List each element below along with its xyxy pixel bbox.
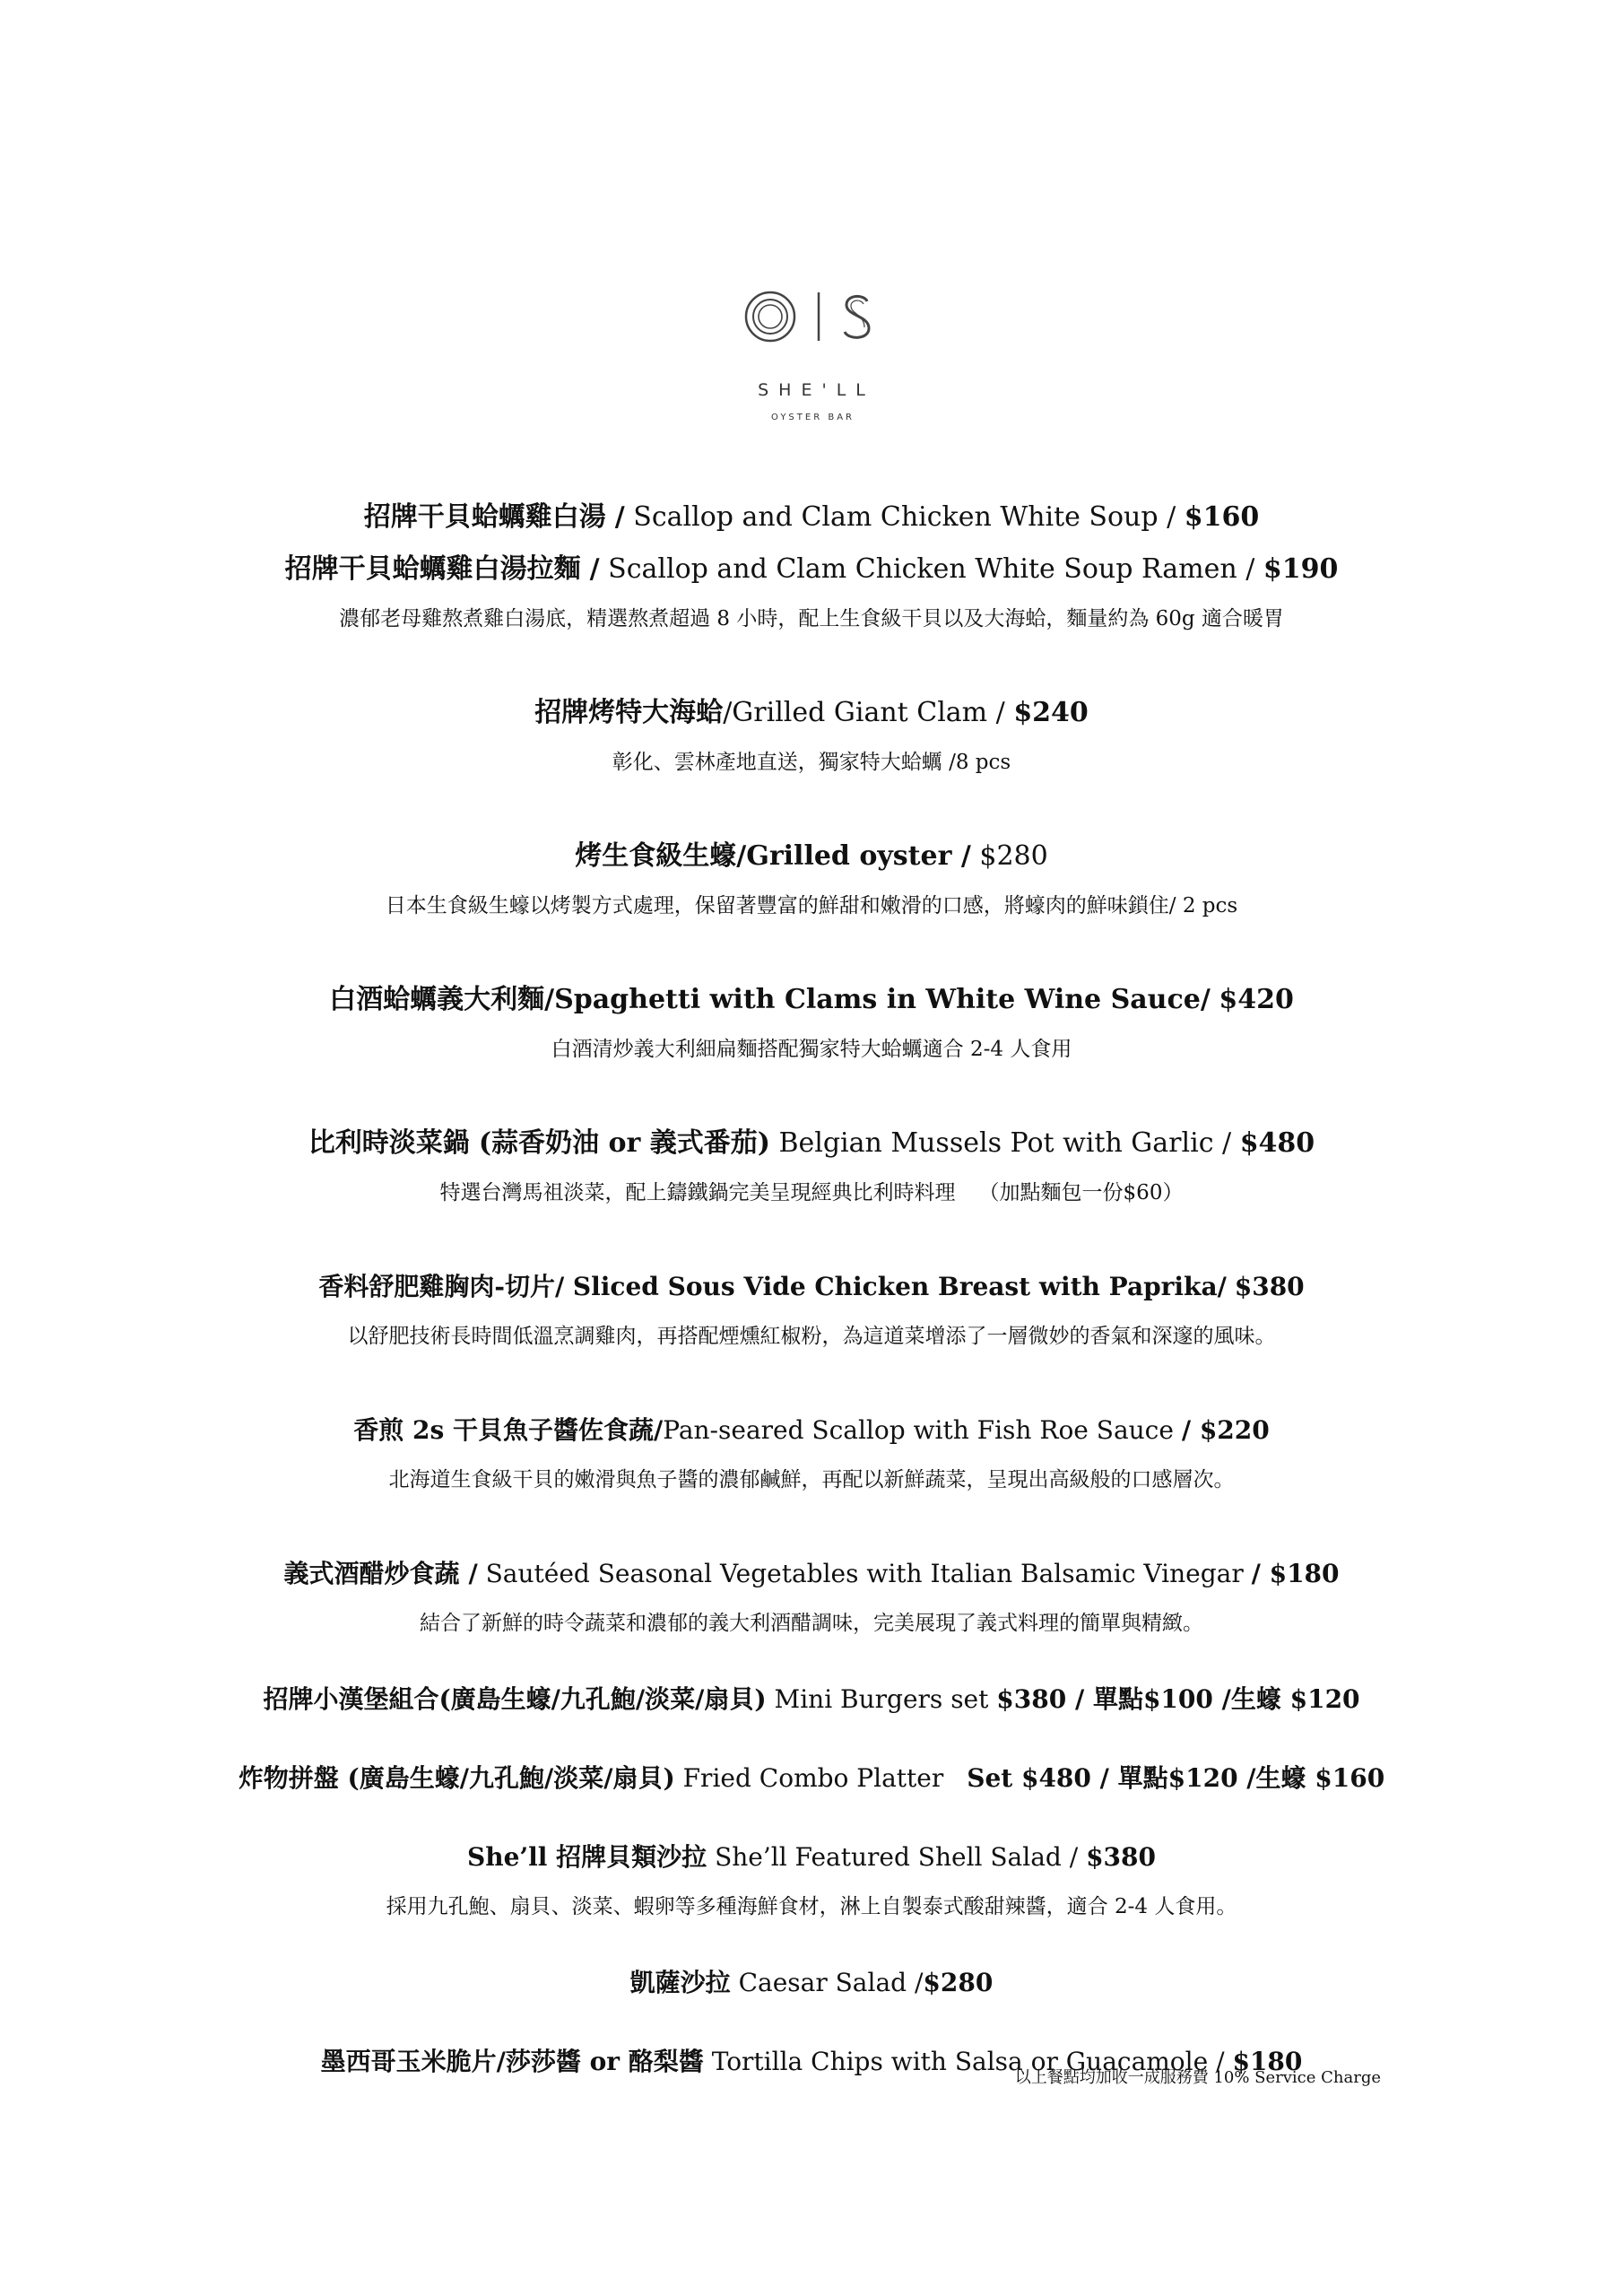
item-name: 招牌干貝蛤蠣雞白湯拉麵 <box>284 553 581 585</box>
item-title: 白酒蛤蠣義大利麵/Spaghetti with Clams in White Wine Sauce/ <box>329 984 1211 1015</box>
item-description: 濃郁老母雞熬煮雞白湯底，精選熬煮超過 8 小時，配上生食級干貝以及大海蛤，麵量約為 60g 適合暖胃 <box>339 607 1284 631</box>
item-price: $380 / 單點$100 /生蠔 $120 <box>996 1684 1360 1714</box>
item-price: Set $480 / 單點$120 /生蠔 $160 <box>967 1763 1385 1793</box>
item-title: 烤生食級生蠔/Grilled oyster / <box>575 840 971 872</box>
item-addon: （加點麵包一份$60） <box>978 1181 1184 1205</box>
item-name: 炸物拼盤 (廣島生蠔/九孔鮑/淡菜/扇貝) <box>238 1763 675 1793</box>
menu-item-fried <box>0 1752 1623 1805</box>
item-price: $380 <box>1234 1272 1305 1301</box>
item-name: 香煎 2s 干貝魚子醬佐食蔬/ <box>353 1415 664 1445</box>
item-english-name: Pan-seared Scallop with Fish Roe Sauce <box>663 1415 1174 1445</box>
brand-subtitle: OYSTER BAR <box>771 413 855 422</box>
menu-item-vegetables <box>0 1548 1623 1647</box>
item-name: 墨西哥玉米脆片/莎莎醬 or 酪梨醬 <box>320 2047 704 2076</box>
item-price: $280 <box>979 840 1048 872</box>
item-name: 比利時淡菜鍋 <box>308 1127 470 1159</box>
item-options: (蒜香奶油 or 義式番茄) <box>478 1127 770 1159</box>
menu-item-spaghetti <box>0 974 1623 1073</box>
item-description: 採用九孔鮑、扇貝、淡菜、蝦卵等多種海鮮食材，淋上自製泰式酸甜辣醬，適合 2-4 人食用。 <box>386 1895 1237 1918</box>
item-price: $480 <box>1239 1127 1315 1159</box>
item-description: 彰化、雲林產地直送，獨家特大蛤蠣 /8 pcs <box>612 751 1011 774</box>
item-english-name: /Grilled Giant Clam / <box>723 697 1005 728</box>
item-price: $240 <box>1013 697 1089 728</box>
brand-logo <box>0 289 1623 422</box>
item-english-name: Scallop and Clam Chicken White Soup / <box>633 501 1176 533</box>
item-description: 白酒清炒義大利細扁麵搭配獨家特大蛤蠣適合 2-4 人食用 <box>551 1038 1072 1061</box>
item-separator: / <box>614 501 625 533</box>
service-charge-note: 以上餐點均加收一成服務費 10% Service Charge <box>1014 2068 1381 2087</box>
item-separator: / <box>589 553 600 585</box>
item-separator: / <box>468 1559 478 1588</box>
item-price: / $220 <box>1181 1415 1270 1445</box>
item-price: $380 <box>1086 1842 1157 1872</box>
item-english-name: Tortilla Chips with Salsa or Guacamole / <box>711 2047 1225 2076</box>
item-english-name: Mini Burgers set <box>774 1684 989 1714</box>
item-english-name: Scallop and Clam Chicken White Soup Ramen / <box>608 553 1255 585</box>
item-description: 以舒肥技術長時間低溫烹調雞肉，再搭配煙燻紅椒粉，為這道菜增添了一層微妙的香氣和深邃的風味。 <box>347 1325 1276 1348</box>
item-english-name: Fried Combo Platter <box>682 1763 944 1793</box>
menu-item-mussels <box>0 1118 1623 1216</box>
item-name: 義式酒醋炒食蔬 <box>283 1559 460 1588</box>
item-description: 日本生食級生蠔以烤製方式處理，保留著豐富的鮮甜和嫩滑的口感，將蠔肉的鮮味鎖住/ 2 pcs <box>385 894 1238 918</box>
menu-item-soup <box>0 491 1623 544</box>
item-description: 北海道生食級干貝的嫩滑與魚子醬的濃郁鹹鮮，再配以新鮮蔬菜，呈現出高級般的口感層次。 <box>388 1468 1235 1492</box>
item-price: $190 <box>1263 553 1339 585</box>
item-price: $160 <box>1184 501 1260 533</box>
item-name: 凱薩沙拉 <box>629 1968 731 1997</box>
item-description: 特選台灣馬祖淡菜，配上鑄鐵鍋完美呈現經典比利時料理 <box>439 1181 956 1205</box>
menu-item-chicken <box>0 1261 1623 1360</box>
menu-item-clam <box>0 687 1623 786</box>
item-english-name: Sautéed Seasonal Vegetables with Italian Balsamic Vinegar <box>485 1559 1244 1588</box>
item-english-name: / Sliced Sous Vide Chicken Breast with Paprika/ <box>554 1272 1227 1301</box>
item-name: 招牌烤特大海蛤 <box>534 697 724 728</box>
shell-logo-icon <box>744 289 879 344</box>
item-description: 結合了新鮮的時令蔬菜和濃郁的義大利酒醋調味，完美展現了義式料理的簡單與精緻。 <box>420 1612 1203 1635</box>
menu-item-scallop <box>0 1405 1623 1503</box>
item-price: $180 <box>1232 2047 1303 2076</box>
menu-item-burgers <box>0 1674 1623 1726</box>
item-price: $420 <box>1219 984 1294 1015</box>
item-price: / $180 <box>1251 1559 1340 1588</box>
menu-item-ramen <box>0 544 1623 642</box>
item-english-name: Belgian Mussels Pot with Garlic / <box>778 1127 1232 1159</box>
item-name: 香料舒肥雞胸肉-切片 <box>318 1272 555 1301</box>
item-name: She’ll 招牌貝類沙拉 <box>466 1842 707 1872</box>
menu-list <box>0 491 1623 2088</box>
item-english-name: She’ll Featured Shell Salad / <box>715 1842 1079 1872</box>
item-name: 招牌小漢堡組合(廣島生蠔/九孔鮑/淡菜/扇貝) <box>263 1684 767 1714</box>
item-price: $280 <box>923 1968 994 1997</box>
menu-item-oyster <box>0 831 1623 929</box>
item-english-name: Caesar Salad / <box>738 1968 924 1997</box>
menu-item-shell-salad <box>0 1831 1623 1930</box>
menu-item-caesar <box>0 1957 1623 2009</box>
item-name: 招牌干貝蛤蠣雞白湯 <box>363 501 606 533</box>
brand-name: SHE'LL <box>758 380 875 400</box>
